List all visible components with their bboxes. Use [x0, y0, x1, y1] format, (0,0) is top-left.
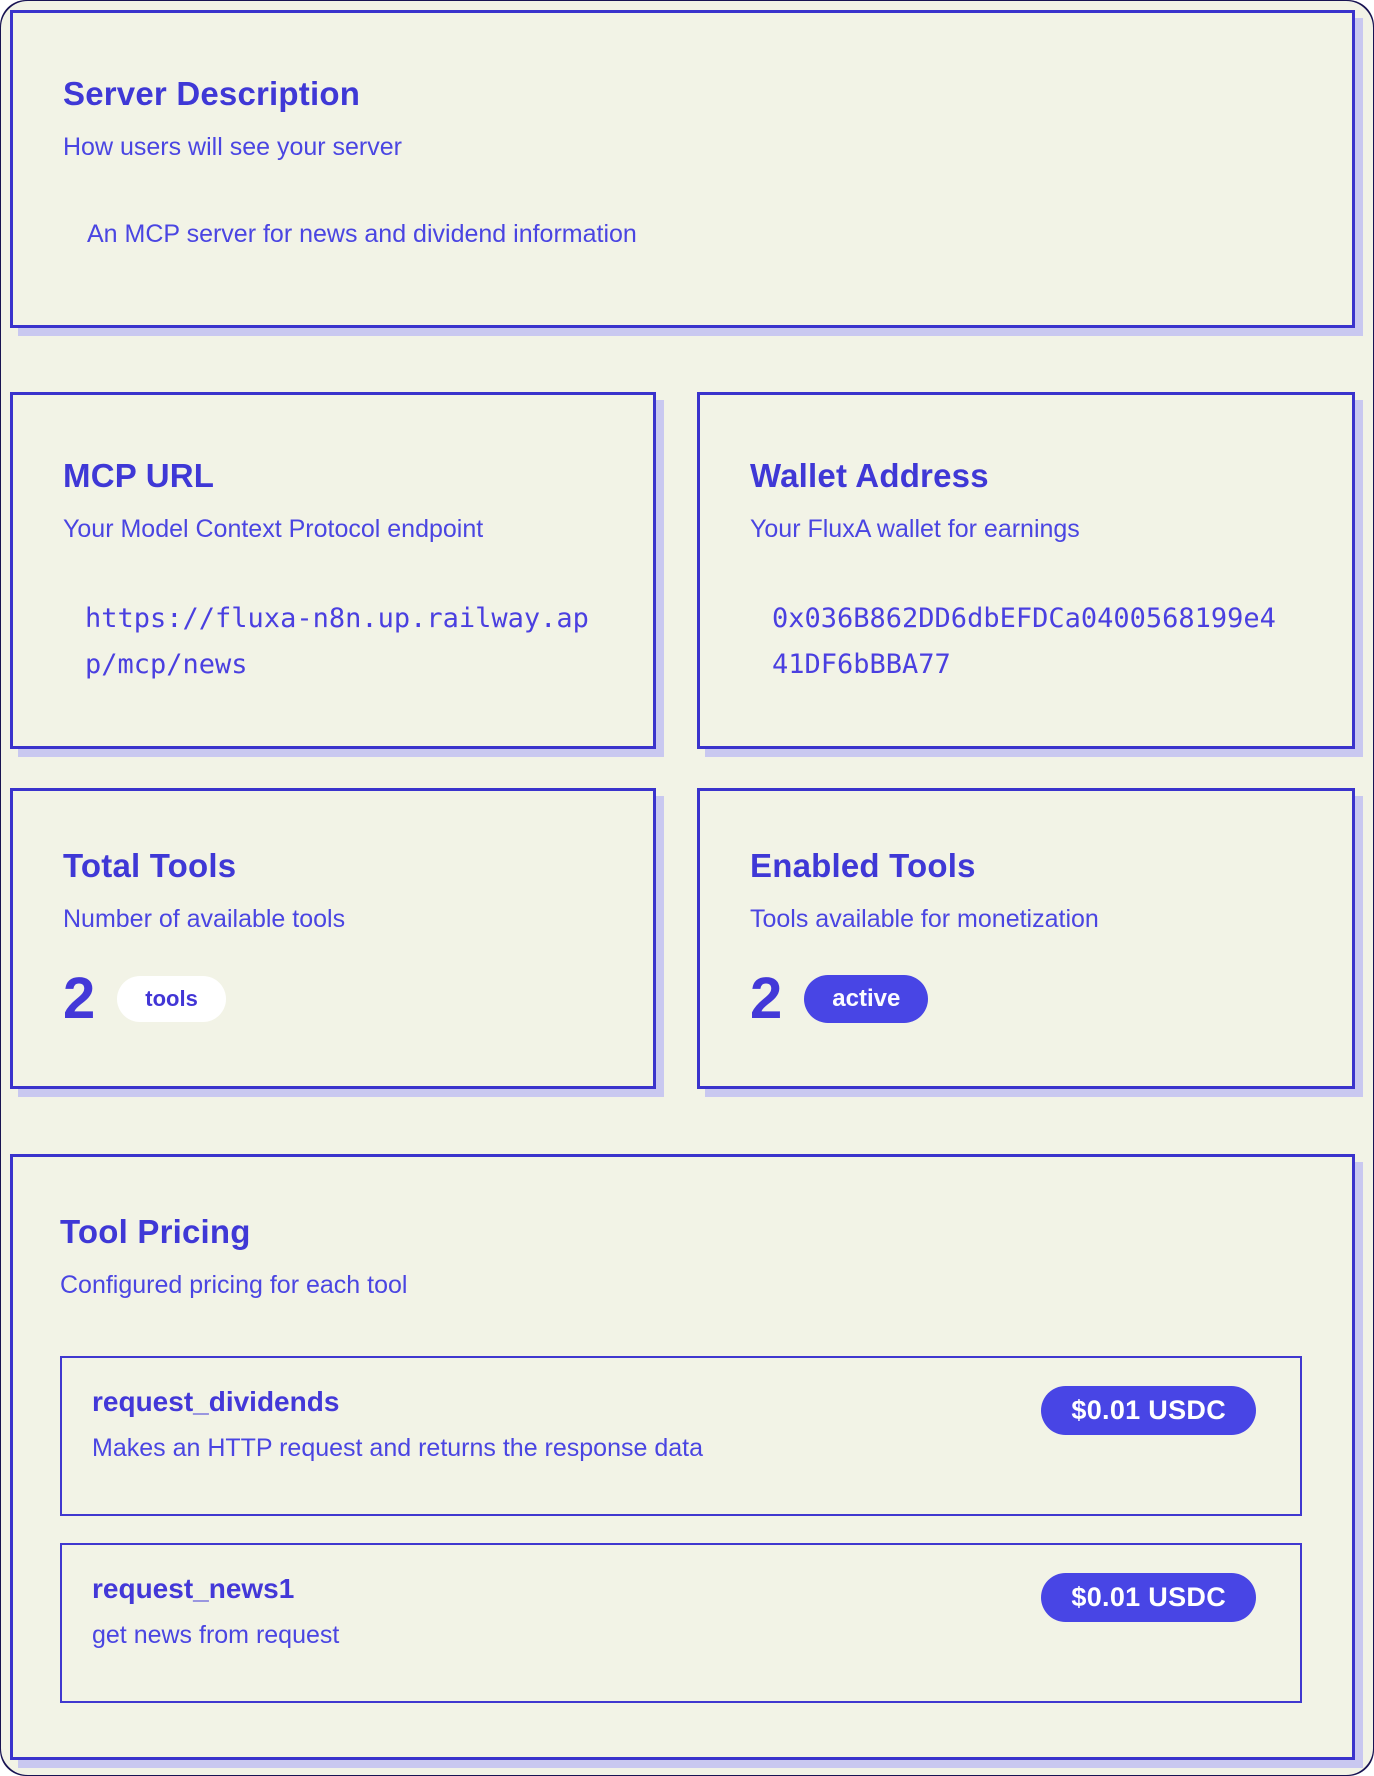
tool-pricing-list — [60, 1356, 1302, 1703]
active-badge: active — [804, 975, 928, 1023]
tool-name: request_news1 — [92, 1573, 295, 1604]
enabled-tools-title: Enabled Tools — [750, 847, 976, 884]
enabled-tools-subtitle: Tools available for monetization — [750, 905, 1099, 933]
wallet-address-card — [697, 392, 1355, 749]
server-description-value: An MCP server for news and dividend information — [87, 220, 637, 248]
tool-price-badge: $0.01 USDC — [1041, 1386, 1256, 1435]
tools-badge: tools — [117, 976, 226, 1022]
tool-price-badge: $0.01 USDC — [1041, 1573, 1256, 1622]
total-tools-card — [10, 788, 656, 1089]
total-tools-title: Total Tools — [63, 847, 237, 884]
mcp-url-subtitle: Your Model Context Protocol endpoint — [63, 515, 484, 543]
endpoints-row — [10, 392, 1364, 749]
tool-name: request_dividends — [92, 1386, 340, 1417]
mcp-url-title: MCP URL — [63, 457, 215, 494]
tool-description: get news from request — [92, 1621, 340, 1649]
total-tools-subtitle: Number of available tools — [63, 905, 346, 933]
tool-pricing-title: Tool Pricing — [60, 1213, 251, 1250]
tool-pricing-card — [10, 1154, 1355, 1760]
stats-row — [10, 788, 1364, 1089]
wallet-address-subtitle: Your FluxA wallet for earnings — [750, 515, 1080, 543]
mcp-url-value: https://fluxa-n8n.up.railway.app/mcp/news — [85, 603, 589, 680]
tool-row-text — [92, 1573, 339, 1650]
tool-description: Makes an HTTP request and returns the response data — [92, 1434, 703, 1462]
mcp-url-card — [10, 392, 656, 749]
wallet-address-title: Wallet Address — [750, 457, 989, 494]
tool-row-request-dividends — [60, 1356, 1302, 1516]
server-description-title: Server Description — [63, 75, 361, 112]
server-description-card — [10, 10, 1355, 328]
enabled-tools-stat — [750, 966, 1302, 1031]
tool-pricing-subtitle: Configured pricing for each tool — [60, 1271, 408, 1299]
server-description-subtitle: How users will see your server — [63, 133, 402, 161]
enabled-tools-count: 2 — [750, 966, 783, 1031]
total-tools-count: 2 — [63, 966, 96, 1031]
total-tools-stat — [63, 966, 603, 1031]
tool-row-text — [92, 1386, 703, 1463]
wallet-address-value: 0x036B862DD6dbEFDCa0400568199e441DF6bBBA77 — [772, 603, 1276, 680]
tool-row-request-news1 — [60, 1543, 1302, 1703]
enabled-tools-card — [697, 788, 1355, 1089]
